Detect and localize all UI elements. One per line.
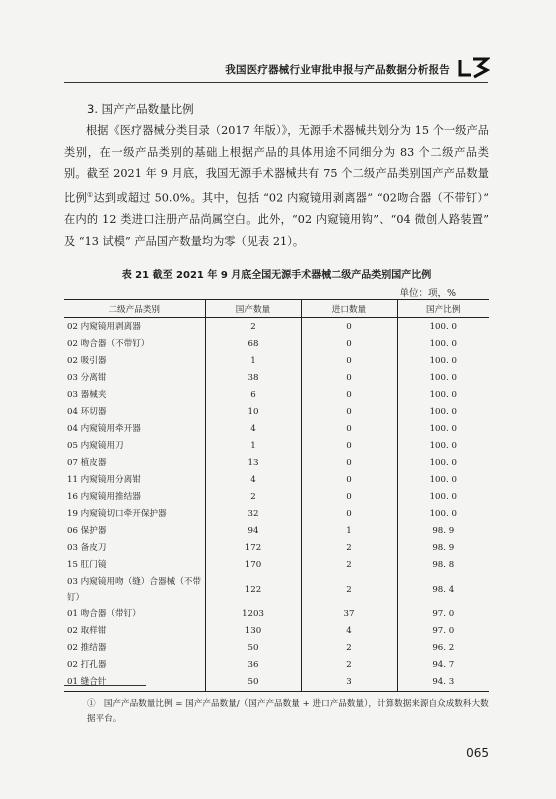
cell-import-count: 4	[301, 623, 397, 640]
cell-domestic-ratio: 100. 0	[397, 369, 489, 386]
table-row	[64, 437, 489, 454]
table-row	[64, 352, 489, 369]
cell-import-count: 1	[301, 523, 397, 540]
cell-domestic-count: 13	[205, 454, 301, 471]
table-header-row	[64, 300, 489, 318]
cell-import-count: 2	[301, 640, 397, 657]
paragraph-main-text: 根据《医疗器械分类目录（2017 年版）》，无源手术器械共划分为 15 个一级产品类别，在一级产品类别的基础上根据产品的具体用途不同细分为 83 个二级产品类别。截至 2021 年 9 月底，我国无源手术器械共有 75 个二级产品类别国产产品数量比例	[64, 124, 489, 205]
cell-category: 07 植皮器	[67, 457, 107, 468]
cell-import-count: 0	[301, 454, 397, 471]
cell-domestic-count: 6	[205, 386, 301, 403]
cell-domestic-count: 172	[205, 540, 301, 557]
cell-category: 19 内窥镜切口牵开保护器	[67, 509, 167, 520]
table-row	[64, 471, 489, 488]
cell-domestic-ratio: 97. 0	[397, 606, 489, 623]
cell-domestic-ratio: 98. 4	[397, 574, 489, 606]
cell-import-count: 0	[301, 352, 397, 369]
cell-domestic-count: 32	[205, 506, 301, 523]
table-caption: 表 21 截至 2021 年 9 月底全国无源手术器械二级产品类别国产比例	[121, 270, 432, 281]
table-row	[64, 623, 489, 640]
cell-domestic-ratio: 100. 0	[397, 335, 489, 352]
cell-domestic-ratio: 94. 3	[397, 674, 489, 692]
cell-import-count: 0	[301, 386, 397, 403]
cell-category: 01 吻合器（带钉）	[67, 609, 141, 620]
footnote-divider	[64, 685, 146, 686]
cell-category: 06 保护器	[67, 526, 107, 537]
table-row	[64, 640, 489, 657]
cell-category: 16 内窥镜用推结器	[67, 491, 141, 502]
cell-category: 04 内窥镜用牵开器	[67, 423, 141, 434]
cell-category: 03 内窥镜用吻（缝）合器械（不带钉）	[67, 576, 201, 603]
data-table	[64, 299, 489, 692]
cell-domestic-ratio: 96. 2	[397, 640, 489, 657]
cell-import-count: 0	[301, 369, 397, 386]
cell-category: 11 内窥镜用分离钳	[67, 474, 141, 485]
cell-import-count: 0	[301, 420, 397, 437]
header-divider	[64, 82, 488, 83]
cell-import-count: 0	[301, 488, 397, 505]
cell-domestic-ratio: 100. 0	[397, 488, 489, 505]
cell-domestic-count: 4	[205, 471, 301, 488]
paragraph-rest-text: 达到或超过 50.0%。其中，包括 “02 内窥镜用剥离器” “02吻合器（不带钉）” 在内的 12 类进口注册产品尚属空白。此外，“02 内窥镜用钩”、“04 微创人路装置” 及 “13 试模” 产品国产数量均为零（见表 21）。	[64, 191, 489, 248]
cell-category: 02 吸引器	[67, 355, 107, 366]
cell-import-count: 0	[301, 437, 397, 454]
column-header-import-count: 进口数量	[301, 300, 397, 318]
cell-domestic-ratio: 94. 7	[397, 657, 489, 674]
cell-import-count: 3	[301, 674, 397, 692]
cell-domestic-ratio: 100. 0	[397, 471, 489, 488]
cell-domestic-count: 68	[205, 335, 301, 352]
column-header-domestic-count: 国产数量	[205, 300, 301, 318]
cell-category: 02 取样钳	[67, 626, 107, 637]
cell-domestic-ratio: 97. 0	[397, 623, 489, 640]
cell-import-count: 37	[301, 606, 397, 623]
table-unit-label: 单位：项，%	[399, 288, 456, 299]
cell-domestic-ratio: 100. 0	[397, 420, 489, 437]
cell-category: 02 内窥镜用剥离器	[67, 321, 141, 332]
cell-domestic-count: 130	[205, 623, 301, 640]
column-header-domestic-ratio: 国产比例	[397, 300, 489, 318]
cell-category: 02 吻合器（不带钉）	[67, 338, 150, 349]
table-row	[64, 523, 489, 540]
cell-import-count: 2	[301, 540, 397, 557]
cell-domestic-ratio: 100. 0	[397, 386, 489, 403]
table-row	[64, 318, 489, 336]
cell-import-count: 0	[301, 403, 397, 420]
cell-import-count: 0	[301, 318, 397, 336]
column-header-category: 二级产品类别	[64, 300, 205, 318]
cell-import-count: 2	[301, 557, 397, 574]
table-body	[64, 318, 489, 692]
cell-domestic-count: 1	[205, 352, 301, 369]
cell-category: 03 分离钳	[67, 372, 107, 383]
table-row	[64, 657, 489, 674]
table-row	[64, 454, 489, 471]
cell-import-count: 2	[301, 574, 397, 606]
cell-domestic-count: 2	[205, 318, 301, 336]
cell-category: 02 打孔器	[67, 660, 107, 671]
cell-domestic-count: 1203	[205, 606, 301, 623]
table-row	[64, 606, 489, 623]
table-row	[64, 574, 489, 606]
cell-domestic-ratio: 98. 9	[397, 540, 489, 557]
cell-domestic-ratio: 100. 0	[397, 454, 489, 471]
cell-domestic-count: 10	[205, 403, 301, 420]
section-heading: 3. 国产产品数量比例	[87, 102, 194, 116]
cell-domestic-count: 122	[205, 574, 301, 606]
cell-category: 03 备皮刀	[67, 543, 107, 554]
cell-domestic-count: 170	[205, 557, 301, 574]
cell-import-count: 2	[301, 657, 397, 674]
cell-domestic-count: 50	[205, 674, 301, 692]
cell-domestic-count: 2	[205, 488, 301, 505]
footnote-text: 国产产品数量比例 = 国产产品数量/（国产产品数量 + 进口产品数量），计算数据来源自众成数科大数据平台。	[87, 699, 489, 724]
table-row	[64, 488, 489, 505]
table-row	[64, 674, 489, 692]
cell-import-count: 0	[301, 506, 397, 523]
running-header-title: 我国医疗器械行业审批申报与产品数据分析报告	[225, 64, 450, 76]
footnote-marker: ①	[87, 699, 96, 709]
table-row	[64, 557, 489, 574]
cell-domestic-count: 50	[205, 640, 301, 657]
table-row	[64, 386, 489, 403]
table-row	[64, 335, 489, 352]
cell-domestic-ratio: 100. 0	[397, 403, 489, 420]
footnote	[87, 697, 489, 727]
cell-category: 03 器械夹	[67, 389, 107, 400]
cell-domestic-count: 1	[205, 437, 301, 454]
cell-domestic-ratio: 100. 0	[397, 318, 489, 336]
brand-logo-icon	[458, 57, 490, 79]
cell-import-count: 0	[301, 335, 397, 352]
table-row	[64, 506, 489, 523]
cell-domestic-ratio: 98. 9	[397, 523, 489, 540]
footnote-reference[interactable]: ①	[86, 190, 94, 199]
cell-domestic-ratio: 100. 0	[397, 437, 489, 454]
cell-domestic-count: 4	[205, 420, 301, 437]
cell-category: 01 缝合针	[64, 674, 205, 692]
table-row	[64, 403, 489, 420]
table-row	[64, 369, 489, 386]
cell-domestic-count: 36	[205, 657, 301, 674]
cell-domestic-ratio: 98. 8	[397, 557, 489, 574]
table-row	[64, 540, 489, 557]
table-row	[64, 420, 489, 437]
page-number: 065	[466, 746, 489, 760]
cell-category: 04 环切器	[67, 406, 107, 417]
cell-import-count: 0	[301, 471, 397, 488]
cell-category: 02 推结器	[67, 643, 107, 654]
cell-domestic-count: 94	[205, 523, 301, 540]
body-paragraph	[64, 120, 489, 252]
cell-domestic-ratio: 100. 0	[397, 506, 489, 523]
cell-domestic-count: 38	[205, 369, 301, 386]
cell-category: 05 内窥镜用刀	[67, 440, 124, 451]
cell-category: 15 肛门镜	[67, 560, 107, 571]
cell-domestic-ratio: 100. 0	[397, 352, 489, 369]
